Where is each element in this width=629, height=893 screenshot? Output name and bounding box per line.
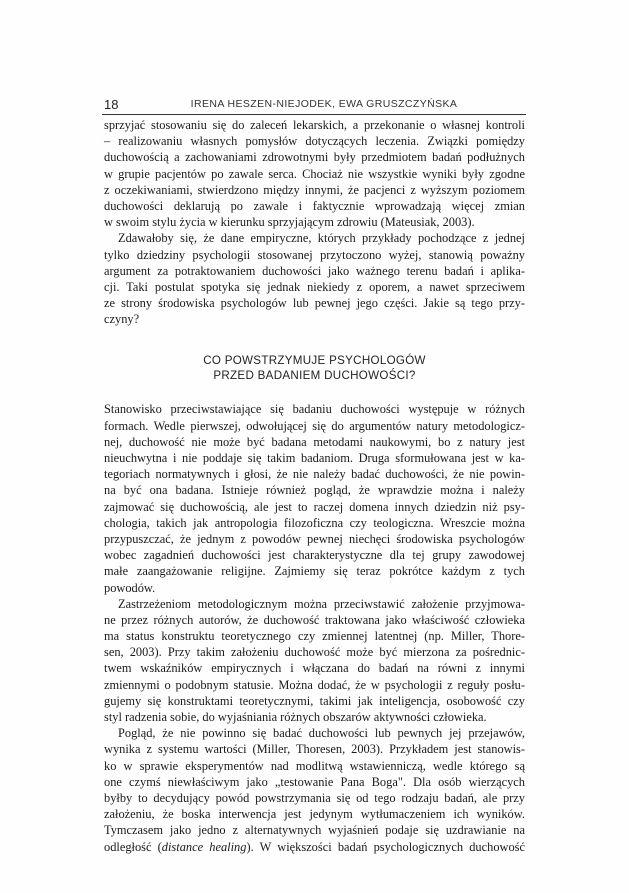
text-line: tegoriach normatywnych i głosi, że nie należy badać duchowości, że nie powin-	[104, 467, 525, 482]
text-line: – realizowaniu własnych pomysłów dotyczących leczenia. Związki pomiędzy	[104, 134, 525, 149]
text-line: byłby to decydujący powód powstrzymania się od tego rodzaju badań, ale przy	[104, 790, 525, 805]
text-line: Zastrzeżeniom metodologicznym można przeciwstawić założenie przyjmowa-	[118, 596, 525, 611]
paragraph-2	[104, 230, 525, 327]
text-line: chologia, takich jak antropologia filozoficzna czy teologiczna. Wreszcie można	[104, 515, 525, 530]
text-line: z oczekiwaniami, stwierdzono między innymi, że pacjenci z wyższym poziomem	[104, 182, 525, 197]
text-line: zmiennymi o podobnym statusie. Można dodać, że w psychologii z reguły posłu-	[104, 677, 525, 692]
paragraph-4	[104, 596, 525, 726]
paragraph-3	[104, 401, 525, 595]
text-line: w swoim stylu życia w kierunku sprzyjającym zdrowiu (Mateusiak, 2003).	[104, 215, 475, 230]
text-line: twem wskaźników empirycznych i włączana do badań na równi z innymi	[104, 661, 525, 676]
text-line: ko w sprawie eksperymentów nad modlitwą wstawienniczą, wedle którego są	[104, 758, 525, 773]
text-line: na być ona badana. Istnieje również pogląd, że wprawdzie można i należy	[104, 483, 525, 498]
text-line: wynika z systemu wartości (Miller, Thoresen, 2003). Przykładem jest stanowis-	[104, 742, 525, 757]
text-line: zajmować się duchowością, ale jest to raczej domena innych dziedzin niż psy-	[104, 499, 525, 514]
text-line: tylko dziedziny psychologii stosowanej przytoczono wyżej, stanowią poważny	[104, 247, 525, 262]
body-text	[104, 117, 525, 855]
running-title: IRENA HESZEN-NIEJODEK, EWA GRUSZCZYŃSKA	[190, 98, 458, 110]
text-line: założeniu, że boska interwencja jest jedynym wytłumaczeniem ich wyników.	[104, 807, 525, 822]
text-line: wobec zagadnień duchowości jest charakterystyczne dla tej grupy zawodowej	[104, 548, 525, 563]
text-line: sprzyjać stosowaniu się do zaleceń lekarskich, a przekonanie o własnej kontroli	[104, 118, 525, 132]
text-line: przypuszczać, że jednym z powodów pewnej niechęci środowiska psychologów	[104, 531, 525, 546]
text-line: Zdawałoby się, że dane empiryczne, których przykłady pochodzące z jednej	[118, 231, 525, 246]
paragraph-5	[104, 725, 525, 855]
section-heading-line-1: CO POWSTRZYMUJE PSYCHOLOGÓW	[203, 354, 426, 368]
text-line: ne przez różnych autorów, że duchowość traktowana jako właściwość człowieka	[104, 612, 525, 627]
text-line: duchowości deklarują po zawale i faktycznie wprowadzają więcej zmian	[104, 198, 525, 213]
text-line: styl radzenia sobie, do wyjaśniania różnych obszarów aktywności człowieka.	[104, 710, 487, 724]
text-line: małe zaangażowanie religijne. Zajmiemy się teraz pokrótce każdym z tych	[104, 564, 525, 579]
text-line: argument za potraktowaniem duchowości jako ważnego terenu badań i aplika-	[104, 263, 525, 278]
page-header	[102, 96, 526, 115]
text-line: duchowością a zachowaniami zdrowotnymi były przedmiotem badań podłużnych	[104, 150, 525, 165]
text-line: formach. Wedle pierwszej, odwołującej się do argumentów natury metodologicz-	[104, 418, 525, 433]
text-line: Tymczasem jako jedno z alternatywnych wyjaśnień podaje się uzdrawianie na	[104, 823, 525, 838]
text-line: sen, 2003). Przy takim założeniu duchowość może być mierzona za pośrednic-	[104, 645, 525, 660]
text-line: ze strony środowiska psychologów lub pewnej jego części. Jakie są tego przy-	[104, 296, 525, 311]
paragraph-1	[104, 117, 525, 230]
text-line: Stanowisko przeciwstawiające się badaniu duchowości występuje w różnych	[104, 402, 525, 417]
text-line: ma status konstruktu teoretycznego czy zmiennej latentnej (np. Miller, Thore-	[104, 629, 525, 644]
page-number: 18	[104, 97, 119, 112]
text-line: w grupie pacjentów po zawale serca. Chociaż nie wszystkie wyniki były zgodne	[104, 166, 525, 181]
text-line: cji. Taki postulat spotyka się jednak niekiedy z oporem, a nawet sprzeciwem	[104, 279, 525, 294]
text-line: powodów.	[104, 580, 156, 595]
text-line: one czymś niewłaściwym jako „testowanie Pana Boga". Dla osób wierzących	[104, 774, 525, 789]
text-line: odległość (distance healing). W większości badań psychologicznych duchowość	[104, 839, 525, 854]
text-line: gujemy się konstruktami teoretycznymi, takimi jak inteligencja, osobowość czy	[104, 693, 525, 708]
section-heading-line-2: PRZED BADANIEM DUCHOWOŚCI?	[213, 369, 416, 383]
text-line: nej, duchowość nie może być badana metodami naukowymi, bo z natury jest	[104, 434, 525, 449]
text-line: czyny?	[104, 312, 140, 327]
section-heading	[104, 353, 525, 383]
italic-term: distance healing	[161, 839, 247, 854]
text-line: Pogląd, że nie powinno się badać duchowości lub pewnych jej przejawów,	[118, 726, 525, 741]
text-line: nieuchwytna i nie poddaje się takim badaniom. Druga sformułowana jest w ka-	[104, 451, 525, 465]
